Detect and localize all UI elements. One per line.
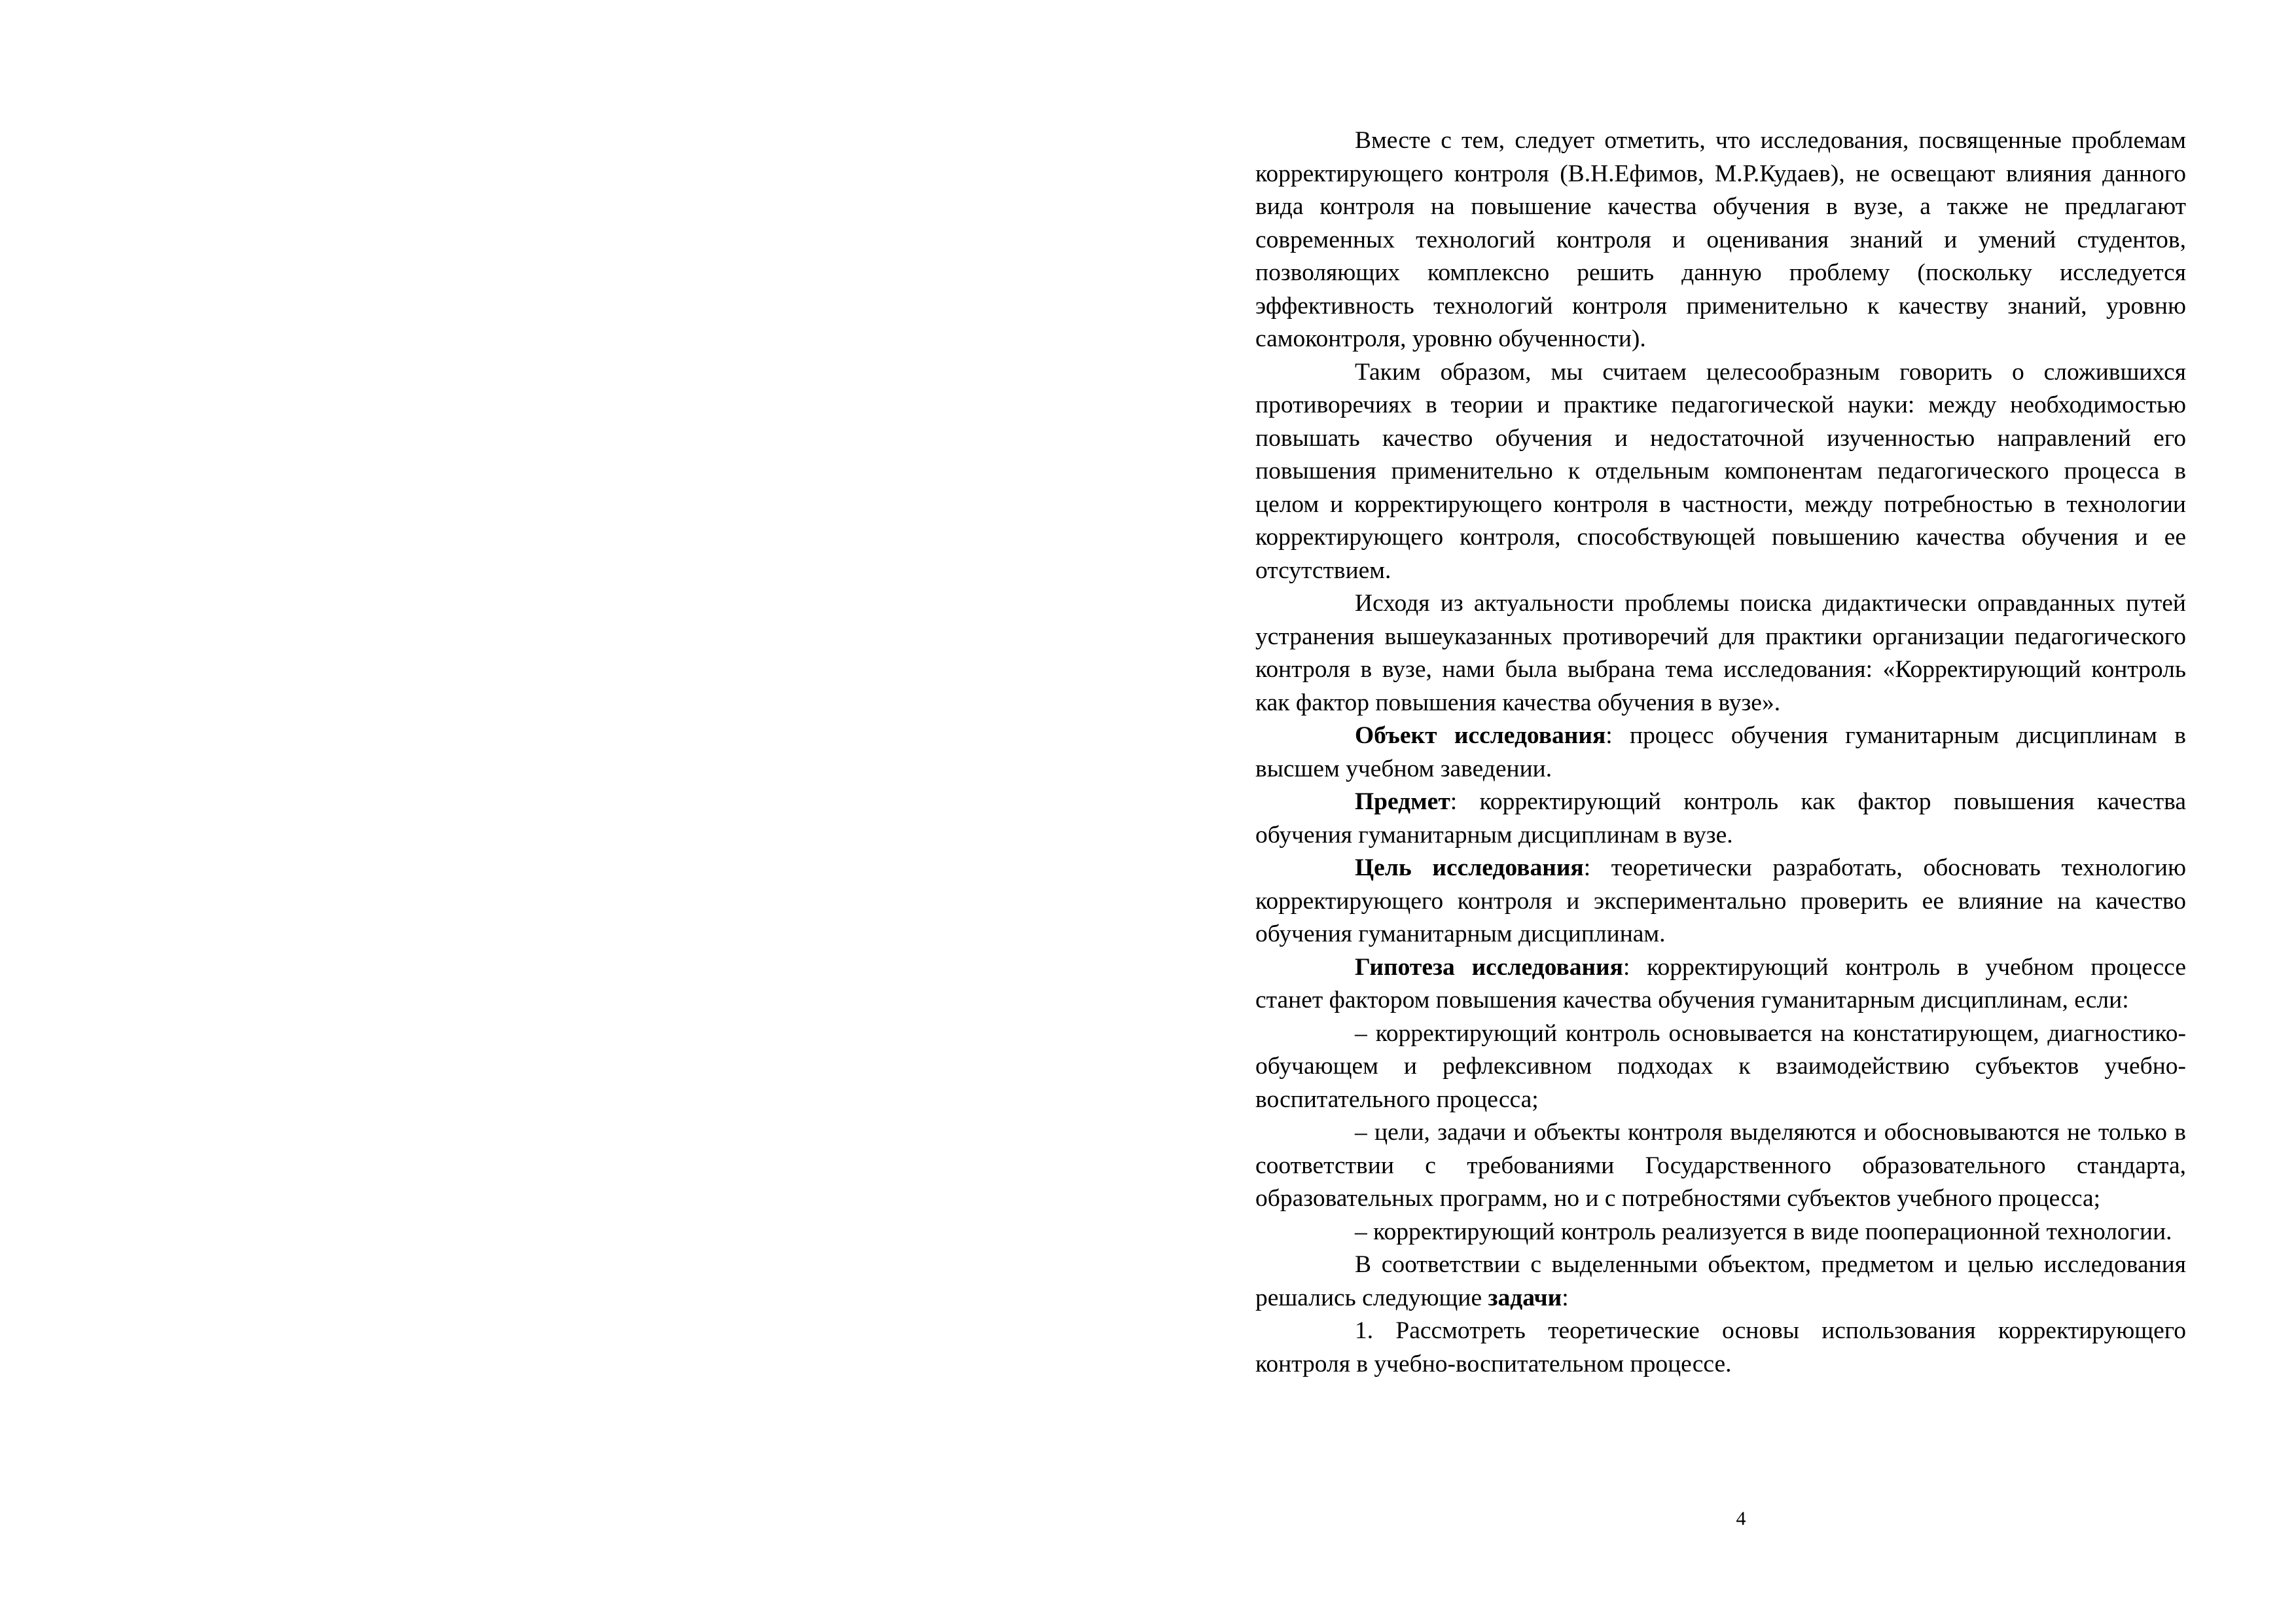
hypothesis-item-1: – корректирующий контроль основывается на констатирующем, диагностико-обучающем и рефлексивном подходах к взаимодействию субъектов учебно-воспитательного процесса; <box>1255 1019 2186 1113</box>
paragraph-contradictions: Таким образом, мы считаем целесообразным говорить о сложившихся противоречиях в теории и практике педагогической науки: между необходимостью повышать качество обучения и недостаточной изученностью направлений его повышения применительно к отдельным компонентам педагогического процесса в целом и корректирующего контроля в частности, между потребностью в технологии корректирующего контроля, способствующей повышению качества обучения и ее отсутствием. <box>1255 358 2186 584</box>
object-text: : процесс обучения гуманитарным дисциплинам в высшем учебном заведении. <box>1255 722 2186 782</box>
document-page-right <box>1255 124 2186 1381</box>
paragraph-object <box>1255 720 2186 786</box>
tasks-colon: : <box>1562 1284 1569 1311</box>
paragraph-goal <box>1255 852 2186 951</box>
paragraph-tasks-intro <box>1255 1249 2186 1315</box>
hypothesis-label: Гипотеза исследования <box>1355 953 1623 981</box>
goal-text: : теоретически разработать, обосновать технологию корректирующего контроля и экспериментально проверить ее влияние на качество обучения гуманитарным дисциплинам. <box>1255 854 2186 947</box>
tasks-label: задачи <box>1488 1284 1562 1311</box>
paragraph-hypothesis <box>1255 951 2186 1017</box>
tasks-intro-text: В соответствии с выделенными объектом, предметом и целью исследования решались следующие <box>1255 1251 2186 1311</box>
task-item-1: 1. Рассмотреть теоретические основы использования корректирующего контроля в учебно-воспитательном процессе. <box>1255 1317 2186 1377</box>
paragraph-topic: Исходя из актуальности проблемы поиска дидактически оправданных путей устранения вышеуказанных противоречий для практики организации педагогического контроля в вузе, нами была выбрана тема исследования: «Корректирующий контроль как фактор повышения качества обучения в вузе». <box>1255 590 2186 716</box>
paragraph-intro: Вместе с тем, следует отметить, что исследования, посвященные проблемам корректирующего контроля (В.Н.Ефимов, М.Р.Кудаев), не освещают влияния данного вида контроля на повышение качества обучения в вузе, а также не предлагают современных технологий контроля и оценивания знаний и умений студентов, позволяющих комплексно решить данную проблему (поскольку исследуется эффективность технологий контроля применительно к качеству знаний, уровню самоконтроля, уровню обученности). <box>1255 127 2186 352</box>
hypothesis-item-2: – цели, задачи и объекты контроля выделяются и обосновываются не только в соответствии с требованиями Государственного образовательного стандарта, образовательных программ, но и с потребностями субъектов учебного процесса; <box>1255 1119 2186 1212</box>
subject-label: Предмет <box>1355 788 1450 815</box>
object-label: Объект исследования <box>1355 722 1606 749</box>
subject-text: : корректирующий контроль как фактор повышения качества обучения гуманитарным дисциплинам в вузе. <box>1255 788 2186 848</box>
hypothesis-text: : корректирующий контроль в учебном процессе станет фактором повышения качества обучения гуманитарным дисциплинам, если: <box>1255 953 2187 1013</box>
paragraph-subject <box>1255 786 2186 852</box>
hypothesis-item-3: – корректирующий контроль реализуется в виде пооперационной технологии. <box>1355 1218 2172 1245</box>
page-number: 4 <box>1736 1508 1746 1529</box>
goal-label: Цель исследования <box>1355 854 1584 881</box>
